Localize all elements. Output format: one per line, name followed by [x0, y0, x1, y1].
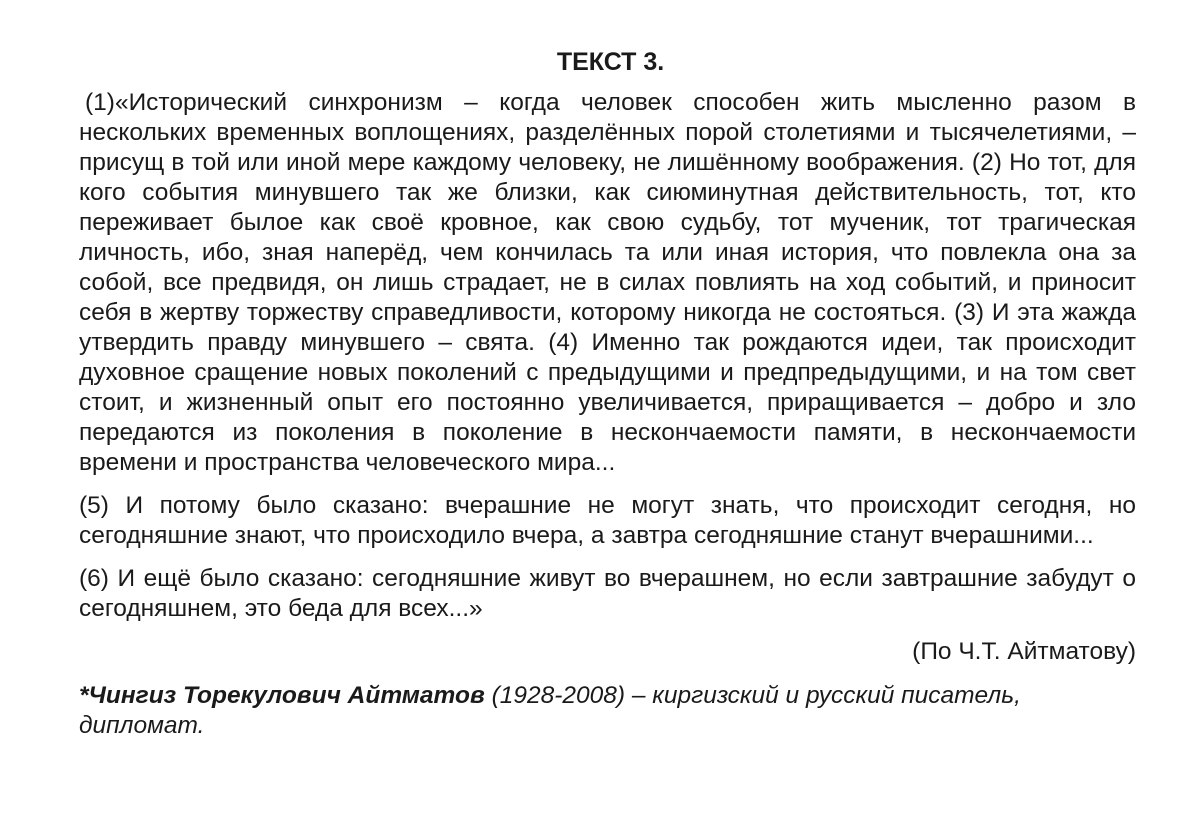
paragraph-2: (5) И потому было сказано: вчерашние не могут знать, что происходит сегодня, но сегодняшние знают, что происходило вчера, а завтра сегодняшние станут вчерашними... [79, 492, 1136, 549]
paragraph-1: (1)«Исторический синхронизм – когда человек способен жить мысленно разом в нескольких временных воплощениях, разделённых порой столетиями и тысячелетиями, – присущ в той или иной мере каждому человеку, не лишённому воображения. (2) Но тот, для кого события минувшего так же близки, как сиюминутная действительность, тот, кто переживает былое как своё кровное, как свою судьбу, тот мученик, тот трагическая личность, ибо, зная наперёд, чем кончилась та или иная история, что повлекла она за собой, все предвидя, он лишь страдает, не в силах повлиять на ход событий, и приносит себя в жертву торжеству справедливости, которому никогда не состояться. (3) И эта жажда утвердить правду минувшего – свята. (4) Именно так рождаются идеи, так происходит духовное сращение новых поколений с предыдущими и предпредыдущими, и на том свет стоит, и жизненный опыт его постоянно увеличивается, приращивается – добро и зло передаются из поколения в поколение в нескончаемости памяти, в нескончаемости времени и пространства человеческого мира... [79, 89, 1136, 476]
author-footnote [79, 681, 1099, 741]
footnote-author-name: *Чингиз Торекулович Айтматов [79, 682, 485, 709]
source-attribution: (По Ч.Т. Айтматову) [912, 638, 1136, 665]
footnote-author-details: (1928-2008) – киргизский и русский писатель, дипломат. [79, 682, 1021, 739]
document-title: ТЕКСТ 3. [556, 48, 665, 76]
document-page [79, 44, 1136, 741]
paragraph-3: (6) И ещё было сказано: сегодняшние живут во вчерашнем, но если завтрашние забудут о сегодняшнем, это беда для всех...» [79, 565, 1136, 622]
